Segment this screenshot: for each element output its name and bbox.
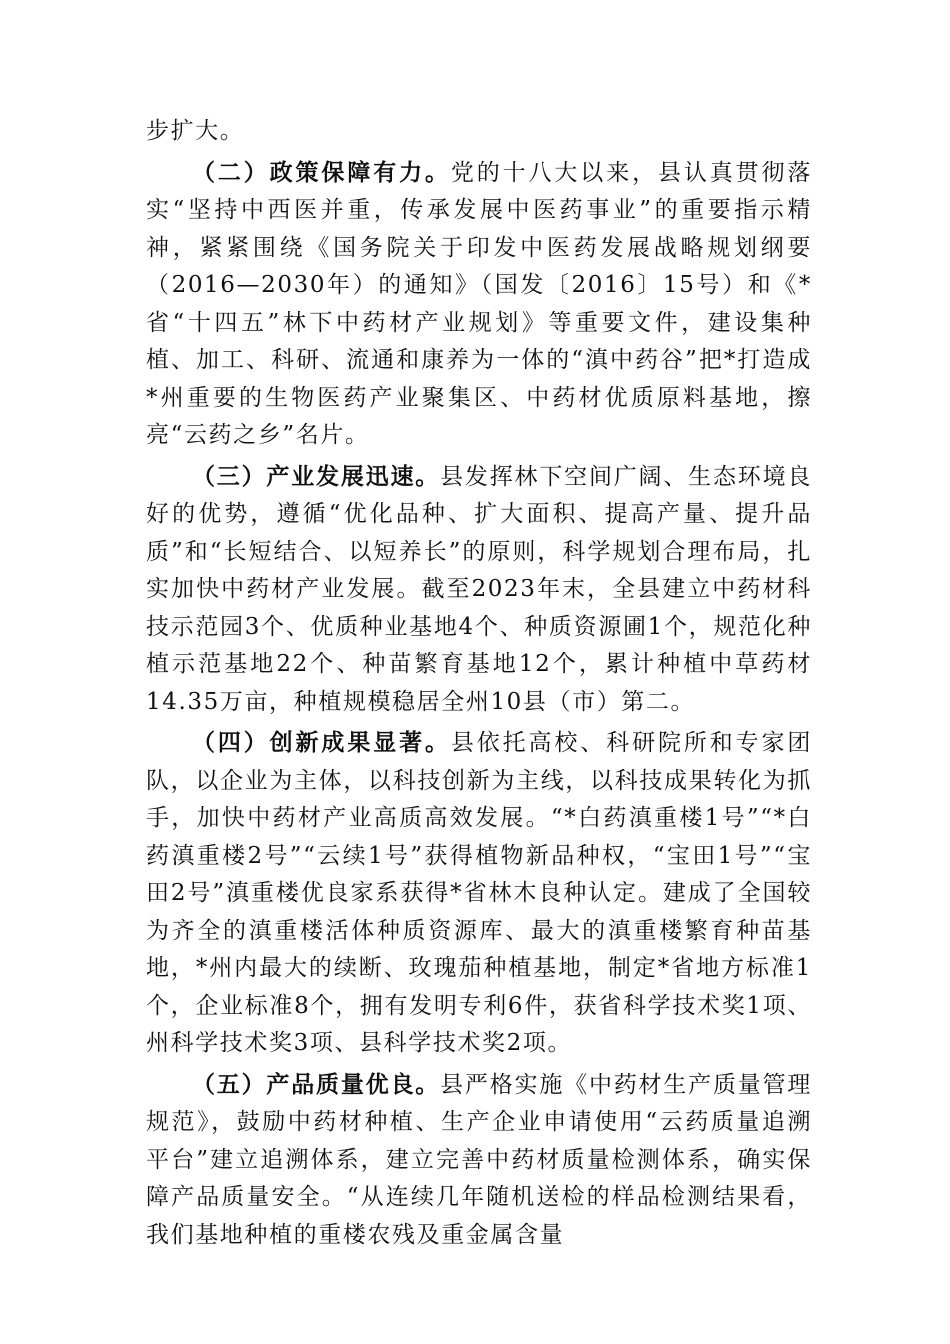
paragraph-text: 县发挥林下空间广阔、生态环境良好的优势，遵循“优化品种、扩大面积、提高产量、提升品质”和“长短结合、以短养长”的原则，科学规划合理布局，扎实加快中药材产业发展。截至2023年末，全县建立中药材科技示范园3个、优质种业基地4个、种质资源圃1个，规范化种植示范基地22个、种苗繁育基地12个，累计种植中草药材14.35万亩，种植规模稳居全州10县（市）第二。 bbox=[146, 463, 813, 715]
paragraph-policy bbox=[146, 154, 812, 455]
paragraph-text: 县严格实施《中药材生产质量管理规范》，鼓励中药材种植、生产企业申请使用“云药质量追溯平台”建立追溯体系，建立完善中药材质量检测体系，确实保障产品质量安全。“从连续几年随机送检的样品检测结果看，我们基地种植的重楼农残及重金属含量 bbox=[146, 1071, 813, 1248]
paragraph-industry bbox=[146, 458, 812, 722]
section-heading: （三）产业发展迅速。 bbox=[192, 462, 441, 490]
paragraph-text: 县依托高校、科研院所和专家团队，以企业为主体，以科技创新为主线，以科技成果转化为抓手，加快中药材产业高质高效发展。“*白药滇重楼1号”“*白药滇重楼2号”“云续1号”获得植物新品种权，“宝田1号”“宝田2号”滇重楼优良家系获得*省林木良种认定。建成了全国较为齐全的滇重楼活体种质资源库、最大的滇重楼繁育种苗基地，*州内最大的续断、玫瑰茄种植基地，制定*省地方标准1个，企业标准8个，拥有发明专利6件，获省科学技术奖1项、州科学技术奖3项、县科学技术奖2项。 bbox=[146, 730, 813, 1056]
section-heading: （二）政策保障有力。 bbox=[192, 158, 451, 186]
paragraph-innovation bbox=[146, 724, 812, 1063]
paragraph-continuation bbox=[146, 113, 812, 151]
section-heading: （四）创新成果显著。 bbox=[192, 729, 451, 756]
document-page bbox=[146, 113, 812, 1257]
paragraph-quality bbox=[146, 1066, 812, 1255]
paragraph-text: 步扩大。 bbox=[146, 118, 245, 144]
section-heading: （五）产品质量优良。 bbox=[192, 1070, 441, 1098]
paragraph-text: 党的十八大以来，县认真贯彻落实“坚持中西医并重，传承发展中医药事业”的重要指示精神，紧紧围绕《国务院关于印发中医药发展战略规划纲要（2016—2030年）的通知》（国发〔2016〕15号）和《*省“十四五”林下中药材产业规划》等重要文件，建设集种植、加工、科研、流通和康养为一体的“滇中药谷”把*打造成*州重要的生物医药产业聚集区、中药材优质原料基地，擦亮“云药之乡”名片。 bbox=[146, 159, 813, 448]
